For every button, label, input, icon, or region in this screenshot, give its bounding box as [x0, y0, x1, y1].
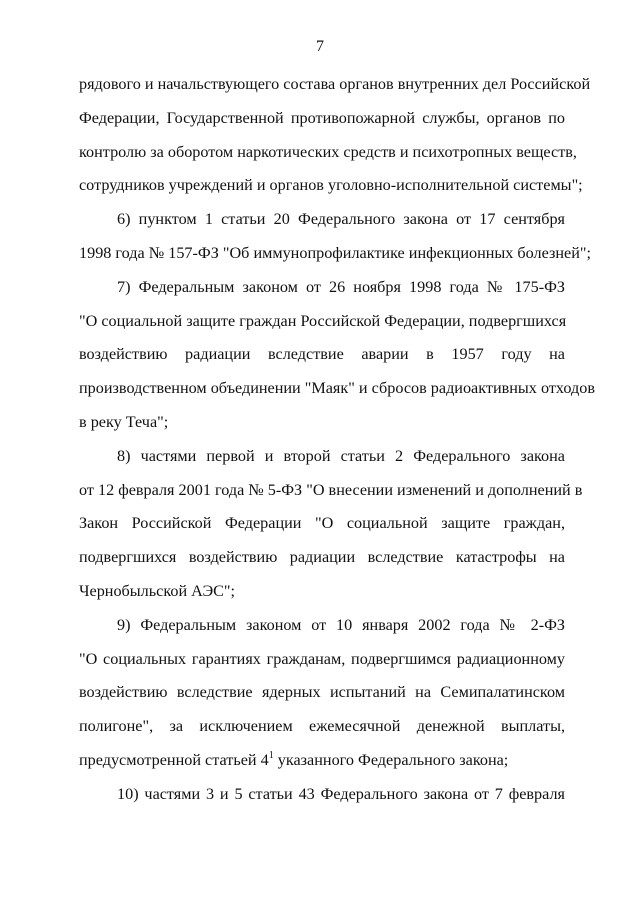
text-line: 8) частями первой и второй статьи 2 Федерального закона [117, 446, 565, 465]
text-segment: предусмотренной статьей 4 [79, 750, 269, 769]
text-line: контролю за оборотом наркотических средств и психотропных веществ, [79, 142, 577, 161]
list-item-8 [79, 440, 583, 609]
text-line: полигоне", за исключением ежемесячной денежной выплаты, [79, 717, 565, 736]
text-line: воздействию радиации вследствие аварии в 1957 году на [79, 345, 565, 364]
text-line: "О социальных гарантиях гражданам, подвергшимся радиационному [79, 649, 565, 668]
page-number: 7 [316, 38, 324, 55]
paragraph-continuation [79, 68, 591, 203]
list-item-6 [79, 203, 591, 271]
text-line [79, 744, 565, 778]
text-line: 10) частями 3 и 5 статьи 43 Федерального закона от 7 февраля [117, 784, 565, 803]
text-line: 6) пунктом 1 статьи 20 Федерального закона от 17 сентября [117, 210, 565, 229]
text-line: 7) Федеральным законом от 26 ноября 1998 года № 175-ФЗ [117, 277, 565, 296]
text-line: 1998 года № 157-ФЗ "Об иммунопрофилактике инфекционных болезней"; [79, 243, 591, 262]
text-line: от 12 февраля 2001 года № 5-ФЗ "О внесении изменений и дополнений в [79, 480, 583, 499]
text-line: сотрудников учреждений и органов уголовно-исполнительной системы"; [79, 176, 583, 195]
text-line: Закон Российской Федерации "О социальной защите граждан, [79, 514, 565, 533]
list-item-10 [79, 778, 565, 812]
text-line: воздействию вследствие ядерных испытаний на Семипалатинском [79, 683, 565, 702]
text-line: в реку Теча"; [79, 412, 169, 431]
text-line: подвергшихся воздействию радиации вследствие катастрофы на [79, 548, 565, 567]
text-segment: указанного Федерального закона; [273, 750, 509, 769]
text-line: производственном объединении "Маяк" и сбросов радиоактивных отходов [79, 379, 595, 398]
text-line: "О социальной защите граждан Российской Федерации, подвергшихся [79, 311, 567, 330]
text-line: Федерации, Государственной противопожарной службы, органов по [79, 108, 565, 127]
text-line: 9) Федеральным законом от 10 января 2002 года № 2-ФЗ [117, 615, 565, 634]
superscript: 1 [268, 749, 274, 761]
list-item-9 [79, 609, 565, 778]
text-line: рядового и начальствующего состава органов внутренних дел Российской [79, 75, 591, 93]
list-item-7 [79, 271, 595, 440]
document-body [79, 68, 595, 812]
text-line: Чернобыльской АЭС"; [79, 581, 236, 600]
